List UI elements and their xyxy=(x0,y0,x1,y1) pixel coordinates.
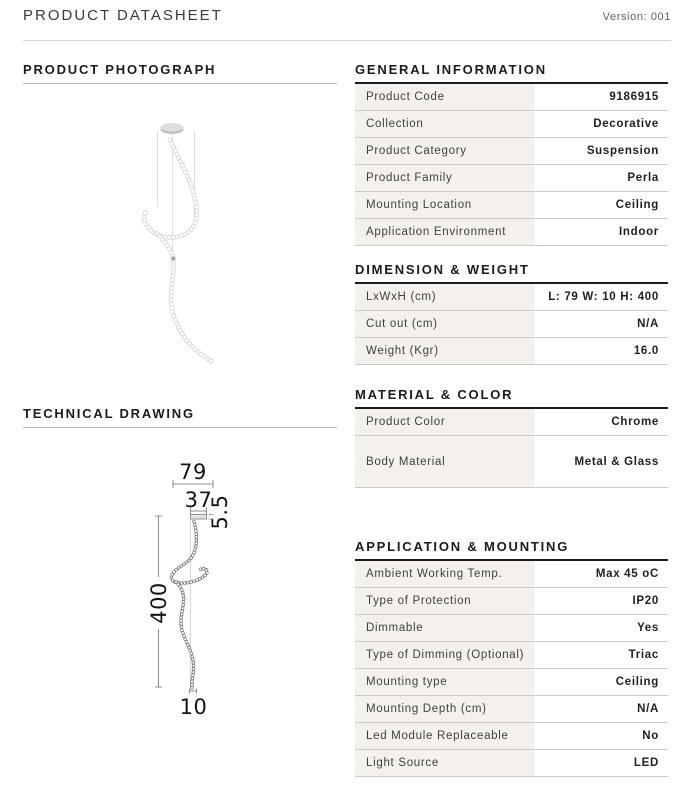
table-row xyxy=(355,111,668,138)
row-value: Yes xyxy=(637,622,659,634)
material-color-table xyxy=(355,409,668,488)
section-title-general-information: GENERAL INFORMATION xyxy=(355,62,547,77)
application-mounting-table xyxy=(355,561,668,777)
row-label: Led Module Replaceable xyxy=(355,723,535,749)
technical-drawing xyxy=(23,430,337,795)
row-label: Light Source xyxy=(355,750,535,776)
application-mounting-section xyxy=(355,539,668,777)
table-row xyxy=(355,750,668,777)
pendant-lamp-photo-image xyxy=(23,88,337,375)
row-label: Dimmable xyxy=(355,615,535,641)
product-photo xyxy=(23,88,337,375)
row-value: Suspension xyxy=(586,145,659,157)
section-title-product-photograph: PRODUCT PHOTOGRAPH xyxy=(23,62,217,77)
table-row xyxy=(355,723,668,750)
table-row xyxy=(355,192,668,219)
table-row xyxy=(355,84,668,111)
row-label: Weight (Kgr) xyxy=(355,338,535,364)
dimension-overall-width: 79 xyxy=(179,460,207,484)
table-row xyxy=(355,284,668,311)
section-title-dimension-weight: DIMENSION & WEIGHT xyxy=(355,262,530,277)
row-label: Type of Dimming (Optional) xyxy=(355,642,535,668)
table-row xyxy=(355,588,668,615)
section-title-technical-drawing: TECHNICAL DRAWING xyxy=(23,406,195,421)
row-value: Max 45 oC xyxy=(595,568,659,580)
dimension-weight-table xyxy=(355,284,668,365)
row-value: Perla xyxy=(627,172,659,184)
row-label: Application Environment xyxy=(355,219,535,245)
table-row xyxy=(355,165,668,192)
dimension-bottom-width: 10 xyxy=(179,695,208,719)
row-value: 9186915 xyxy=(609,91,659,103)
section-title-application-mounting: APPLICATION & MOUNTING xyxy=(355,539,570,554)
row-value: Metal & Glass xyxy=(574,455,659,468)
row-value: Indoor xyxy=(619,226,659,238)
row-value: 16.0 xyxy=(633,345,659,357)
table-row xyxy=(355,409,668,436)
row-label: Product Code xyxy=(355,84,535,110)
row-label: Mounting type xyxy=(355,669,535,695)
row-label: Ambient Working Temp. xyxy=(355,561,535,587)
row-label: Mounting Depth (cm) xyxy=(355,696,535,722)
table-row xyxy=(355,561,668,588)
row-label: Type of Protection xyxy=(355,588,535,614)
row-value: Triac xyxy=(628,649,659,661)
row-label: Cut out (cm) xyxy=(355,311,535,337)
row-value: N/A xyxy=(637,703,659,715)
row-value: IP20 xyxy=(632,595,659,607)
dimension-canopy-height: 5.5 xyxy=(208,494,232,530)
table-row xyxy=(355,338,668,365)
table-row xyxy=(355,669,668,696)
page-title: PRODUCT DATASHEET xyxy=(23,7,223,24)
row-value: Chrome xyxy=(611,416,659,428)
table-row xyxy=(355,642,668,669)
row-label: Collection xyxy=(355,111,535,137)
row-label: Product Category xyxy=(355,138,535,164)
version-label: Version: 001 xyxy=(602,11,671,23)
divider xyxy=(23,427,337,428)
table-row xyxy=(355,615,668,642)
technical-drawing-image xyxy=(23,430,337,795)
row-value: No xyxy=(642,730,659,742)
section-title-material-color: MATERIAL & COLOR xyxy=(355,387,514,402)
dimension-canopy-width: 37 xyxy=(184,488,213,512)
row-label: LxWxH (cm) xyxy=(355,284,535,310)
left-column xyxy=(23,0,337,795)
material-color-section xyxy=(355,387,668,488)
row-label: Mounting Location xyxy=(355,192,535,218)
general-information-section xyxy=(355,62,668,246)
row-value: N/A xyxy=(637,318,659,330)
row-label: Product Family xyxy=(355,165,535,191)
row-value: Decorative xyxy=(593,118,659,130)
table-row xyxy=(355,219,668,246)
row-label: Body Material xyxy=(355,436,535,487)
table-row xyxy=(355,138,668,165)
dimension-weight-section xyxy=(355,262,668,365)
row-value: L: 79 W: 10 H: 400 xyxy=(548,291,659,303)
table-row xyxy=(355,436,668,488)
general-information-table xyxy=(355,84,668,246)
row-label: Product Color xyxy=(355,409,535,435)
table-row xyxy=(355,696,668,723)
divider xyxy=(23,83,337,84)
row-value: Ceiling xyxy=(615,199,659,211)
row-value: LED xyxy=(633,757,659,769)
right-column xyxy=(355,0,668,795)
dimension-overall-height: 400 xyxy=(146,582,171,624)
table-row xyxy=(355,311,668,338)
row-value: Ceiling xyxy=(615,676,659,688)
